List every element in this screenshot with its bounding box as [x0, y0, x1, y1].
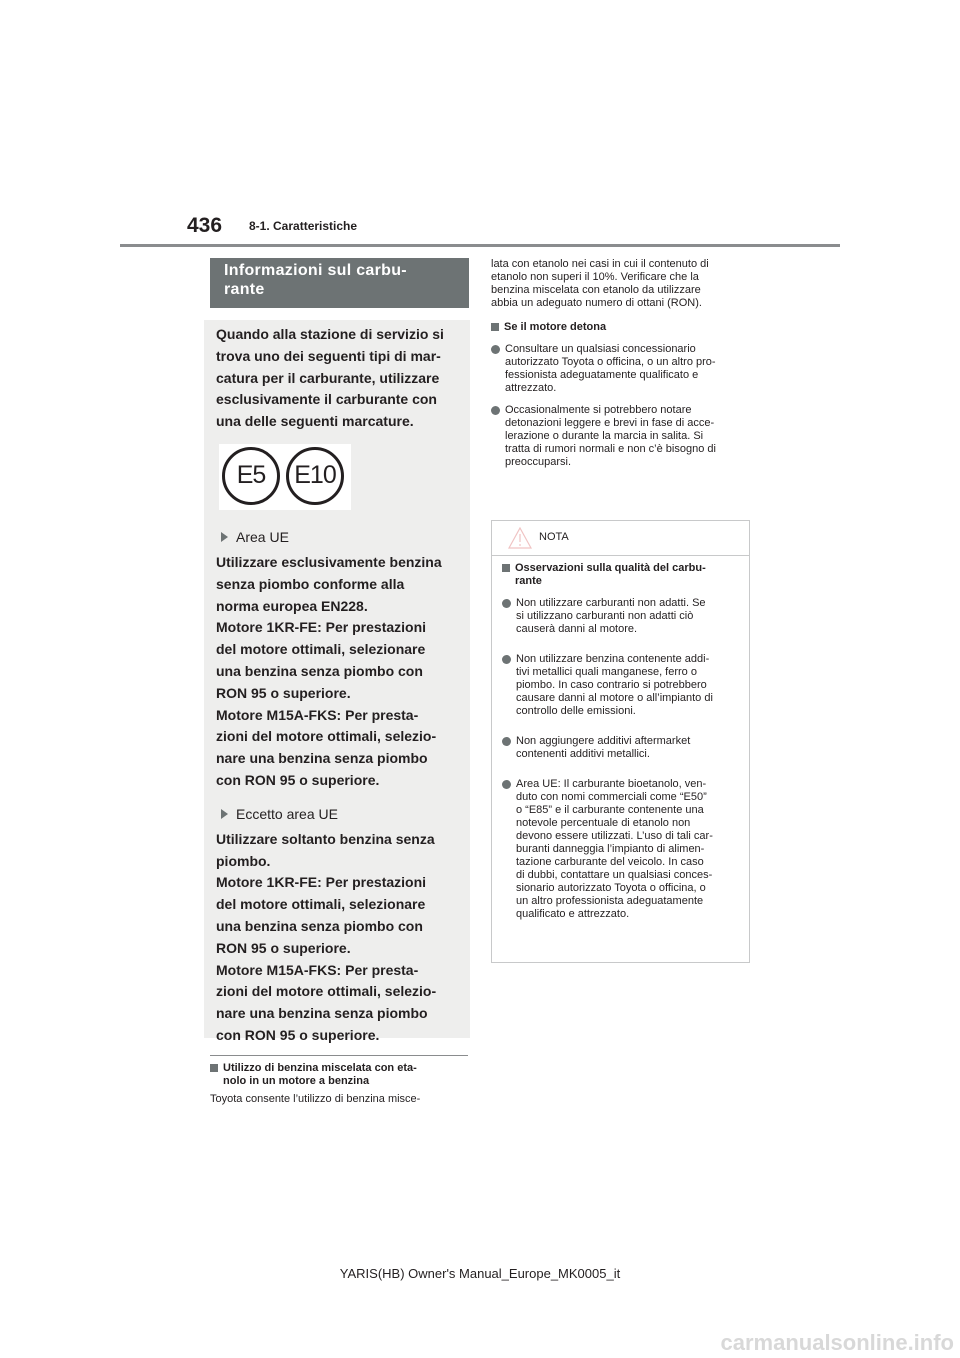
nota-line: contenenti additivi metallici. — [516, 748, 650, 760]
right-column — [491, 258, 751, 469]
eu-text-line: norma europea EN228. — [216, 597, 368, 614]
eu-text-line: senza piombo conforme alla — [216, 575, 405, 592]
nota-line: sionario autorizzato Toyota o officina, o — [516, 882, 706, 894]
knock-line: fessionista adeguatamente qualificato e — [505, 369, 699, 381]
knock-heading — [491, 321, 751, 334]
knock-line: Occasionalmente si potrebbero notare — [505, 404, 692, 416]
eu-text-line: nare una benzina senza piombo — [216, 750, 428, 767]
intro-line: una delle seguenti marcature. — [216, 413, 414, 430]
non-eu-text-line: con RON 95 o superiore. — [216, 1026, 380, 1043]
nota-line: controllo delle emissioni. — [516, 705, 636, 717]
page-footer: YARIS(HB) Owner's Manual_Europe_MK0005_it — [339, 1266, 621, 1281]
triangle-bullet-icon — [221, 809, 228, 819]
eu-text-line: con RON 95 o superiore. — [216, 771, 380, 788]
knock-item — [491, 404, 751, 469]
non-eu-text-line: zioni del motore ottimali, selezio- — [216, 983, 437, 1000]
nota-line: Area UE: Il carburante bioetanolo, ven- — [516, 778, 707, 790]
round-bullet-icon — [502, 655, 511, 664]
nota-item — [502, 778, 739, 921]
fuel-info-heading — [210, 258, 469, 308]
eu-text-line: una benzina senza piombo con — [216, 662, 423, 679]
eu-text-line: del motore ottimali, selezionare — [216, 641, 426, 658]
nota-line: o “E85” e il carburante contenente una — [516, 804, 704, 816]
eu-text-line: RON 95 o superiore. — [216, 684, 351, 701]
non-eu-label: Eccetto area UE — [236, 805, 338, 822]
round-bullet-icon — [491, 345, 500, 354]
nota-heading-line: rante — [515, 575, 542, 587]
e10-label: E10 — [286, 447, 344, 505]
intro-line: trova uno dei seguenti tipi di mar- — [216, 347, 441, 364]
ethanol-heading-line: Utilizzo di benzina miscelata con eta- — [223, 1062, 417, 1074]
intro-line: esclusivamente il carburante con — [216, 391, 437, 408]
header-divider — [120, 244, 840, 247]
page-number: 436 — [187, 214, 223, 237]
non-eu-text-line: Motore 1KR-FE: Per prestazioni — [216, 874, 427, 891]
intro-line: catura per il carburante, utilizzare — [216, 369, 440, 386]
nota-line: notevole percentuale di etanolo non — [516, 817, 691, 829]
non-eu-text-line: piombo. — [216, 852, 271, 869]
heading-line: rante — [224, 281, 265, 298]
nota-line: devono essere utilizzati. L’uso di tali car- — [516, 830, 713, 842]
eu-text-line: Utilizzare esclusivamente benzina — [216, 553, 442, 570]
nota-line: causerà danni al motore. — [516, 623, 638, 635]
nota-line: duto con nomi commerciali come “E50” — [516, 791, 707, 803]
nota-line: Non utilizzare carburanti non adatti. Se — [516, 597, 706, 609]
non-eu-bullet — [216, 805, 460, 823]
nota-item — [502, 653, 739, 718]
knock-line: tratta di rumori normali e non c’è bisogno di — [505, 443, 716, 455]
round-bullet-icon — [502, 780, 511, 789]
nota-box — [491, 520, 750, 963]
ethanol-text-line: abbia un adeguato numero di ottani (RON). — [491, 297, 702, 309]
round-bullet-icon — [491, 406, 500, 415]
eu-text-line: zioni del motore ottimali, selezio- — [216, 728, 437, 745]
nota-heading-line: Osservazioni sulla qualità del carbu- — [515, 562, 706, 574]
eu-label: Area UE — [236, 528, 289, 545]
knock-line: preoccuparsi. — [505, 456, 572, 468]
non-eu-text-line: una benzina senza piombo con — [216, 917, 423, 934]
round-bullet-icon — [502, 599, 511, 608]
nota-line: piombo. In caso contrario si potrebbero — [516, 679, 707, 691]
nota-line: causare danni al motore o all’impianto di — [516, 692, 713, 704]
nota-line: buranti danneggia l’impianto di alimen- — [516, 843, 705, 855]
ethanol-text-start: Toyota consente l’utilizzo di benzina misce- — [210, 1093, 421, 1105]
section-divider — [210, 1055, 468, 1056]
round-bullet-icon — [502, 737, 511, 746]
triangle-bullet-icon — [221, 532, 228, 542]
warning-triangle-icon — [508, 527, 532, 549]
heading-line: Informazioni sul carbu- — [224, 262, 407, 279]
nota-line: di dubbi, contattare un qualsiasi conces- — [516, 869, 713, 881]
watermark: carmanualsonline.info — [720, 1330, 954, 1355]
nota-header — [492, 521, 749, 556]
knock-item — [491, 343, 751, 395]
intro-line: Quando alla stazione di servizio si — [216, 326, 444, 342]
knock-line: autorizzato Toyota o officina, o un altro pro- — [505, 356, 716, 368]
square-bullet-icon — [210, 1064, 218, 1072]
knock-line: Consultare un qualsiasi concessionario — [505, 343, 696, 355]
knock-heading-text: Se il motore detona — [504, 321, 607, 333]
nota-line: si utilizzano carburanti non adatti ciò — [516, 610, 694, 622]
nota-line: un altro professionista adeguatamente — [516, 895, 704, 907]
non-eu-text-line: Motore M15A-FKS: Per presta- — [216, 961, 419, 978]
nota-item — [502, 735, 739, 761]
knock-line: detonazioni leggere e brevi in fase di acce- — [505, 417, 715, 429]
non-eu-text-line: RON 95 o superiore. — [216, 939, 351, 956]
ethanol-section — [210, 1062, 468, 1106]
nota-body — [492, 556, 749, 921]
nota-heading — [502, 562, 739, 588]
nota-label: NOTA — [539, 531, 569, 543]
fuel-label-image — [219, 444, 351, 510]
nota-line: tivi metallici quali manganese, ferro o — [516, 666, 697, 678]
eu-bullet — [216, 528, 460, 546]
nota-line: Non aggiungere additivi aftermarket — [516, 735, 691, 747]
non-eu-text-line: del motore ottimali, selezionare — [216, 896, 426, 913]
eu-text-line: Motore 1KR-FE: Per prestazioni — [216, 619, 427, 636]
ethanol-text-line: etanolo non superi il 10%. Verificare che la — [491, 271, 699, 283]
knock-line: attrezzato. — [505, 382, 557, 394]
ethanol-text-line: benzina miscelata con etanolo da utilizzare — [491, 284, 701, 296]
square-bullet-icon — [502, 564, 510, 572]
nota-line: qualificato e attrezzato. — [516, 908, 630, 920]
ethanol-text-line: lata con etanolo nei casi in cui il contenuto di — [491, 258, 709, 270]
nota-line: Non utilizzare benzina contenente addi- — [516, 653, 710, 665]
fuel-info-box — [204, 320, 470, 1043]
ethanol-heading-line: nolo in un motore a benzina — [223, 1075, 370, 1087]
nota-item — [502, 597, 739, 636]
square-bullet-icon — [491, 323, 499, 331]
ethanol-heading — [210, 1062, 468, 1088]
eu-text-line: Motore M15A-FKS: Per presta- — [216, 706, 419, 723]
non-eu-text-line: nare una benzina senza piombo — [216, 1005, 428, 1022]
e5-label: E5 — [222, 447, 280, 505]
non-eu-text-line: Utilizzare soltanto benzina senza — [216, 830, 435, 847]
nota-line: tazione carburante del veicolo. In caso — [516, 856, 704, 868]
knock-line: lerazione o durante la marcia in salita. Si — [505, 430, 704, 442]
section-title: 8-1. Caratteristiche — [249, 219, 358, 233]
